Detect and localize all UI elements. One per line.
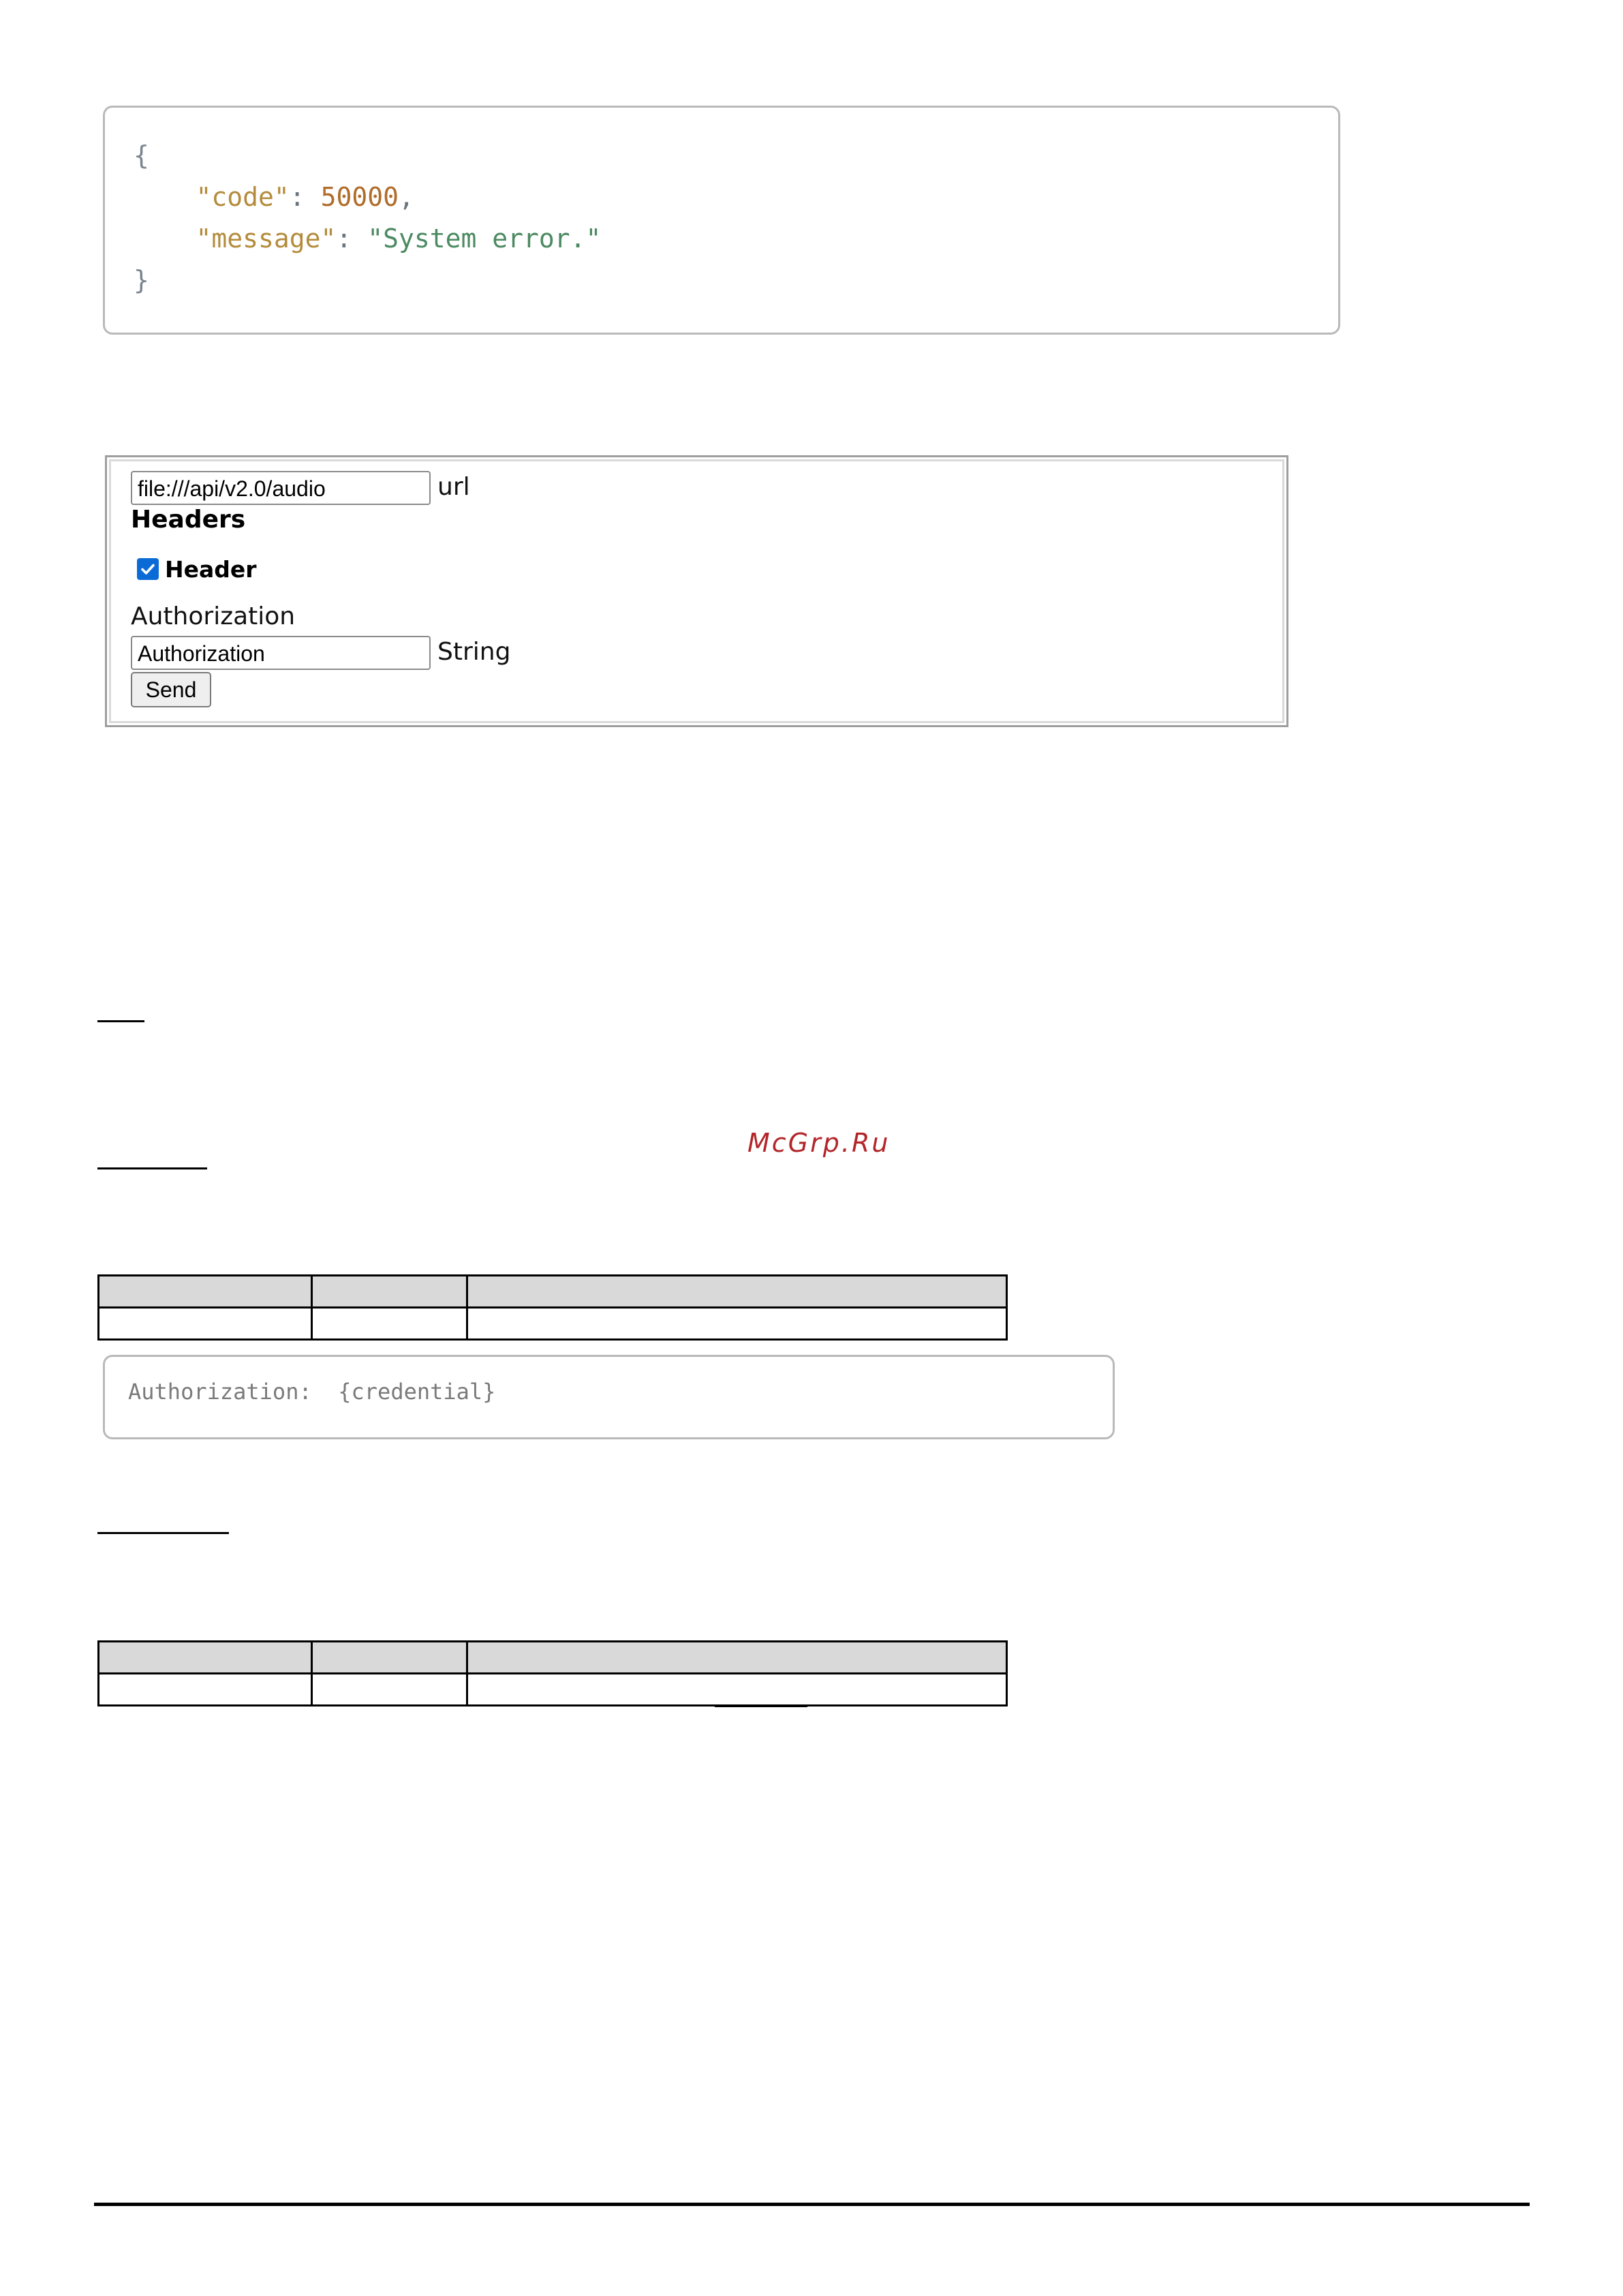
link-underline bbox=[715, 1705, 807, 1707]
table-header-cell bbox=[99, 1642, 312, 1674]
authorization-type-label: String bbox=[437, 638, 511, 666]
json-code-value: 50000 bbox=[320, 182, 399, 212]
table-cell bbox=[467, 1308, 1007, 1340]
send-button[interactable]: Send bbox=[131, 672, 211, 707]
table-cell bbox=[467, 1674, 1007, 1706]
header-checkbox-label: Header bbox=[165, 556, 257, 583]
json-code-comma: , bbox=[398, 182, 414, 212]
table-header-cell bbox=[312, 1276, 467, 1308]
table-cell bbox=[312, 1308, 467, 1340]
response-table bbox=[97, 1640, 1008, 1706]
watermark-text: McGrp.Ru bbox=[747, 1128, 891, 1158]
table-header-row bbox=[99, 1642, 1007, 1674]
json-code-key: "code" bbox=[196, 182, 290, 212]
json-message-key: "message" bbox=[196, 224, 337, 254]
json-message-value: "System error." bbox=[367, 224, 602, 254]
checkmark-icon bbox=[140, 561, 156, 577]
json-response-code-block bbox=[103, 106, 1340, 335]
section-heading-underline bbox=[97, 1167, 207, 1169]
authorization-label: Authorization bbox=[131, 602, 296, 630]
table-cell bbox=[99, 1674, 312, 1706]
section-heading-underline bbox=[97, 1532, 229, 1534]
table-header-cell bbox=[312, 1642, 467, 1674]
json-code-separator: : bbox=[289, 182, 321, 212]
table-header-cell bbox=[467, 1276, 1007, 1308]
request-form-panel bbox=[105, 455, 1288, 727]
section-heading-underline bbox=[97, 1020, 144, 1022]
table-row bbox=[99, 1308, 1007, 1340]
table-header-cell bbox=[467, 1642, 1007, 1674]
json-close-brace: } bbox=[134, 265, 149, 295]
headers-heading: Headers bbox=[131, 506, 246, 534]
authorization-input[interactable] bbox=[131, 636, 431, 670]
table-row bbox=[99, 1674, 1007, 1706]
table-cell bbox=[312, 1674, 467, 1706]
url-label: url bbox=[437, 473, 470, 501]
authorization-header-code-block: Authorization: {credential} bbox=[103, 1355, 1115, 1439]
parameters-table bbox=[97, 1274, 1008, 1341]
table-cell bbox=[99, 1308, 312, 1340]
json-open-brace: { bbox=[134, 140, 149, 170]
footer-rule bbox=[94, 2203, 1530, 2206]
url-input[interactable] bbox=[131, 471, 431, 505]
table-header-row bbox=[99, 1276, 1007, 1308]
header-checkbox[interactable] bbox=[137, 558, 159, 580]
table-header-cell bbox=[99, 1276, 312, 1308]
json-message-separator: : bbox=[336, 224, 368, 254]
